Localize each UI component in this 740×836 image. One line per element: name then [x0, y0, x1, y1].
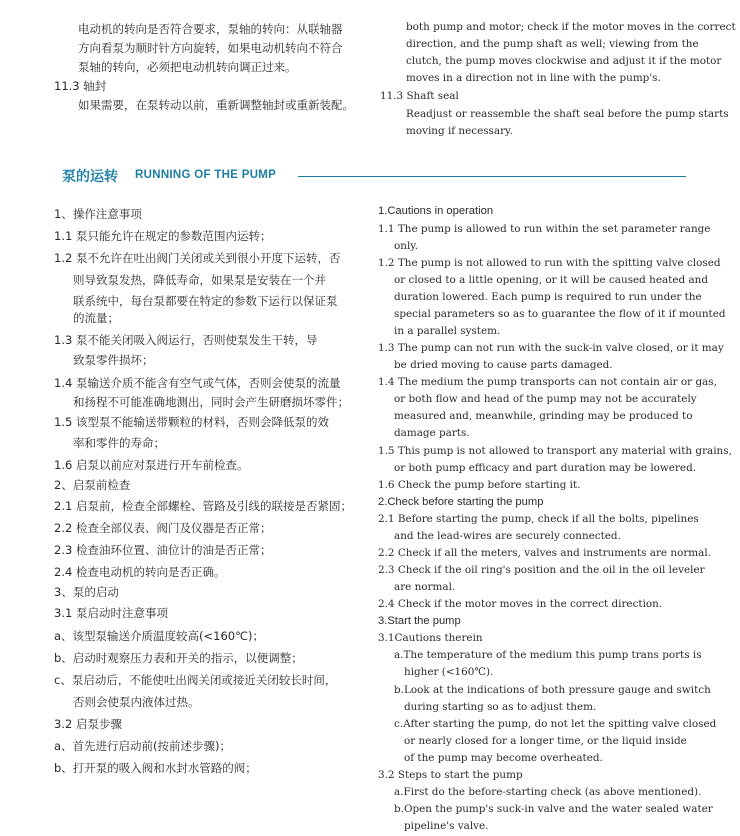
text-line: 联系统中，每台泵都要在特定的参数下运行以保证泵: [73, 294, 338, 308]
text-line: and the lead-wires are securely connected.: [394, 530, 621, 542]
text-line: 1.4 泵输送介质不能含有空气或气体，否则会使泵的流量: [54, 376, 341, 390]
text-line: 3.2 启泵步骤: [54, 717, 122, 731]
text-line: Readjust or reassemble the shaft seal before the pump starts: [406, 108, 729, 120]
text-line: 如果需要，在泵转动以前，重新调整轴封或重新装配。: [78, 98, 354, 112]
text-line: a、首先进行启动前(按前述步骤)；: [54, 739, 232, 753]
text-line: or both pump efficacy and part duration may be lowered.: [394, 462, 697, 474]
section-title-cn: 泵的运转: [62, 169, 118, 185]
text-line: b、打开泵的吸入阀和水封水管路的阀；: [54, 761, 257, 775]
text-line: b.Look at the indications of both pressure gauge and switch: [394, 684, 711, 696]
text-line: 则导致泵发热，降低寿命，如果泵是安装在一个并: [73, 273, 326, 287]
text-line: moves in a direction not in line with the pump's.: [406, 72, 661, 84]
text-line: b.Open the pump's suck-in valve and the water sealed water: [394, 803, 713, 815]
text-line: or closed to a little opening, or it will be caused heated and: [394, 274, 708, 286]
text-line: during starting so as to adjust them.: [404, 701, 597, 713]
text-line: 2.2 检查全部仪表、阀门及仪器是否正常；: [54, 521, 272, 535]
text-line: 1.3 The pump can not run with the suck-in valve closed, or it may: [378, 342, 724, 354]
heading: 2、启泵前检查: [54, 478, 131, 492]
text-line: pipeline's valve.: [404, 820, 489, 832]
text-line: a.First do the before-starting check (as above mentioned).: [394, 786, 702, 798]
heading: 3.Start the pump: [378, 615, 461, 627]
text-line: in a parallel system.: [394, 325, 501, 337]
text-line: 和扬程不可能准确地测出，同时会产生研磨损坏零件；: [73, 395, 349, 409]
subheading: 11.3 Shaft seal: [380, 90, 459, 102]
text-line: 3.1 泵启动时注意事项: [54, 606, 168, 620]
text-line: or both flow and head of the pump may not be accurately: [394, 393, 697, 405]
text-line: 2.4 检查电动机的转向是否正确。: [54, 565, 226, 579]
subheading: 11.3 轴封: [54, 79, 107, 93]
text-line: damage parts.: [394, 427, 470, 439]
text-line: 3.1Cautions therein: [378, 632, 483, 644]
text-line: or nearly closed for a longer time, or the liquid inside: [404, 735, 687, 747]
text-line: 的流量；: [73, 311, 119, 325]
text-line: 1.5 This pump is not allowed to transport any material with grains,: [378, 445, 732, 457]
text-line: be dried moving to cause parts damaged.: [394, 359, 613, 371]
text-line: 2.2 Check if all the meters, valves and instruments are normal.: [378, 547, 711, 559]
text-line: 2.3 检查油环位置、油位计的油是否正常；: [54, 543, 272, 557]
section-title-en: RUNNING OF THE PUMP: [135, 169, 277, 181]
text-line: 2.1 启泵前，检查全部螺栓、管路及引线的联接是否紧固；: [54, 499, 352, 513]
text-line: c.After starting the pump, do not let the spitting valve closed: [394, 718, 717, 730]
text-line: 1.6 Check the pump before starting it.: [378, 479, 581, 491]
text-line: direction, and the pump shaft as well; viewing from the: [406, 38, 699, 50]
text-line: of the pump may become overheated.: [404, 752, 603, 764]
text-line: higher (<160℃).: [404, 666, 494, 678]
text-line: 泵轴的转向，必须把电动机转向调正过来。: [78, 60, 297, 74]
text-line: 1.1 泵只能允许在规定的参数范围内运转；: [54, 229, 272, 243]
text-line: 方向看泵为顺时针方向旋转，如果电动机转向不符合: [78, 41, 343, 55]
text-line: special parameters so as to guarantee the flow of it if mounted: [394, 308, 726, 320]
text-line: 否则会使泵内液体过热。: [73, 695, 200, 709]
text-line: 1.1 The pump is allowed to run within the set parameter range: [378, 223, 711, 235]
text-line: 率和零件的寿命；: [73, 436, 165, 450]
text-line: 1.2 The pump is not allowed to run with the spitting valve closed: [378, 257, 721, 269]
text-line: are normal.: [394, 581, 456, 593]
text-line: 1.4 The medium the pump transports can not contain air or gas,: [378, 376, 717, 388]
text-line: 致泵零件损坏；: [73, 353, 154, 367]
text-line: 1.5 该型泵不能输送带颗粒的材料，否则会降低泵的效: [54, 415, 329, 429]
text-line: duration lowered. Each pump is required to run under the: [394, 291, 702, 303]
section-divider: [298, 176, 686, 177]
text-line: 3.2 Steps to start the pump: [378, 769, 523, 781]
text-line: measured and, meanwhile, grinding may be produced to: [394, 410, 693, 422]
text-line: 2.4 Check if the motor moves in the correct direction.: [378, 598, 663, 610]
text-line: c、泵启动后，不能使吐出阀关闭或接近关闭较长时间，: [54, 673, 337, 687]
text-line: 电动机的转向是否符合要求，泵轴的转向：从联轴器: [78, 22, 343, 36]
text-line: only.: [394, 240, 419, 252]
text-line: a、该型泵输送介质温度较高(<160℃)；: [54, 629, 265, 643]
heading: 1、操作注意事项: [54, 207, 142, 221]
text-line: 2.1 Before starting the pump, check if all the bolts, pipelines: [378, 513, 699, 525]
text-line: 1.2 泵不允许在吐出阀门关闭或关到很小开度下运转，否: [54, 251, 341, 265]
heading: 3、泵的启动: [54, 585, 119, 599]
text-line: b、启动时观察压力表和开关的指示，以便调整；: [54, 651, 303, 665]
heading: 2.Check before starting the pump: [378, 496, 544, 508]
text-line: 1.3 泵不能关闭吸入阀运行，否则使泵发生干转，导: [54, 333, 318, 347]
text-line: both pump and motor; check if the motor moves in the correct: [406, 21, 736, 33]
text-line: 2.3 Check if the oil ring's position and the oil in the oil leveler: [378, 564, 705, 576]
text-line: moving if necessary.: [406, 125, 513, 137]
text-line: clutch, the pump moves clockwise and adjust it if the motor: [406, 55, 722, 67]
text-line: a.The temperature of the medium this pump trans ports is: [394, 649, 702, 661]
heading: 1.Cautions in operation: [378, 205, 494, 217]
text-line: 1.6 启泵以前应对泵进行开车前检查。: [54, 458, 249, 472]
